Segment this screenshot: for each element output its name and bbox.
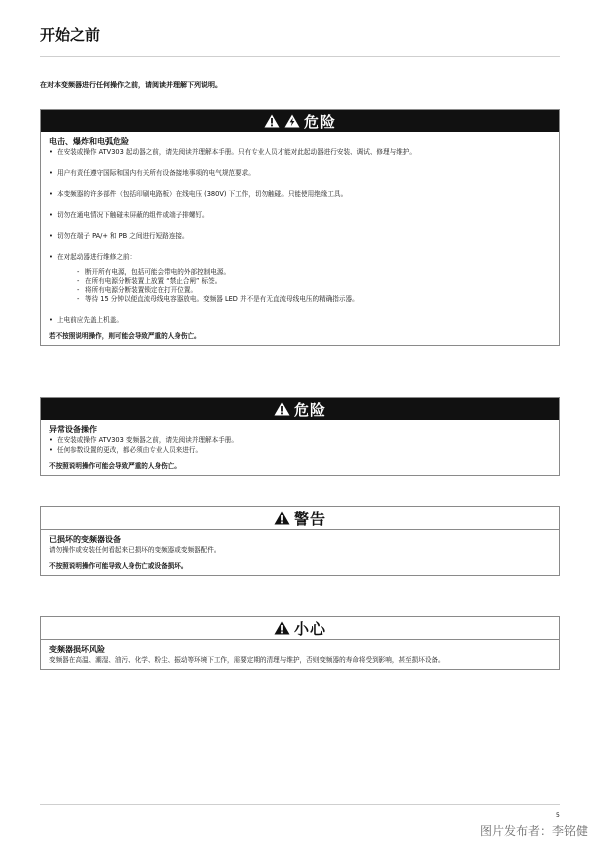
danger-label: 危险 [293, 400, 326, 419]
watermark: 图片发布者：李铭健 [479, 824, 588, 838]
sub-list-item: - 在所有电源分断装置上放置 “禁止合闸” 标签。 [49, 277, 551, 286]
caution-header [41, 617, 559, 640]
list-item: • 上电前应先盖上机盖。 [49, 315, 551, 325]
box-subtitle: 变频器损坏风险 [49, 645, 105, 654]
list-item: • 任何参数设置的更改，都必须由专业人员来进行。 [49, 445, 551, 455]
warning-triangle-icon [274, 621, 290, 635]
page-number: 5 [556, 812, 560, 819]
warning-statement: 若不按照说明操作，则可能会导致严重的人身伤亡。 [49, 332, 201, 340]
warning-statement: 不按照说明操作可能导致人身伤亡或设备损坏。 [49, 562, 188, 570]
list-item: • 在对起动器进行维修之前： [49, 252, 551, 262]
warning-triangle-icon [274, 402, 290, 416]
title-divider [40, 56, 560, 57]
intro-text: 在对本变频器进行任何操作之前，请阅读并理解下列说明。 [40, 81, 222, 89]
caution-box [40, 616, 560, 670]
box-text: 请勿操作或安装任何看起来已损坏的变频器或变频器配件。 [49, 546, 221, 554]
sub-list-item: - 将所有电源分断装置锁定在打开位置。 [49, 286, 551, 295]
caution-label: 小心 [293, 619, 326, 638]
warning-box-damaged [40, 506, 560, 576]
box-subtitle: 异常设备操作 [49, 425, 97, 434]
danger-label: 危险 [303, 112, 336, 131]
warning-triangle-icon [264, 114, 280, 128]
list-item: • 用户有责任遵守国际和国内有关所有设备接地事项的电气规范要求。 [49, 168, 551, 178]
danger-header [41, 110, 559, 132]
box-text: 变频器在高温、潮湿、油污、化学、粉尘、振动等环境下工作，需要定期的清理与维护，否则变频器的寿命将受到影响，甚至损坏设备。 [49, 656, 445, 664]
list-item: • 在安装或操作 ATV303 变频器之前，请先阅读并理解本手册。 [49, 435, 551, 445]
list-item: • 切勿在通电情况下触碰未屏蔽的组件或端子排螺钉。 [49, 210, 551, 220]
footer-divider [40, 804, 560, 805]
box-subtitle: 已损坏的变频器设备 [49, 535, 121, 544]
warning-label: 警告 [293, 509, 326, 528]
electric-hazard-icon [284, 114, 300, 128]
list-item: • 在安装或操作 ATV303 起动器之前，请先阅读并理解本手册。只有专业人员才能对此起动器进行安装、调试、修理与维护。 [49, 147, 551, 157]
page-title: 开始之前 [40, 26, 101, 44]
danger-header [41, 398, 559, 420]
sub-list-item: - 断开所有电源，包括可能会带电的外部控制电源。 [49, 268, 551, 277]
warning-triangle-icon [274, 511, 290, 525]
warning-statement: 不按照说明操作可能会导致严重的人身伤亡。 [49, 462, 181, 470]
danger-box-operation [40, 397, 560, 476]
warning-header [41, 507, 559, 530]
list-item: • 切勿在端子 PA/+ 和 PB 之间进行短路连接。 [49, 231, 551, 241]
sub-list-item: - 等待 15 分钟以便直流母线电容器放电。变频器 LED 并不是有无直流母线电压的精确指示器。 [49, 295, 551, 304]
list-item: • 本变频器的许多部件（包括印刷电路板）在线电压 (380V) 下工作，切勿触碰。只能使用绝缘工具。 [49, 189, 551, 199]
danger-box-electric [40, 109, 560, 346]
box-subtitle: 电击、爆炸和电弧危险 [49, 137, 129, 146]
